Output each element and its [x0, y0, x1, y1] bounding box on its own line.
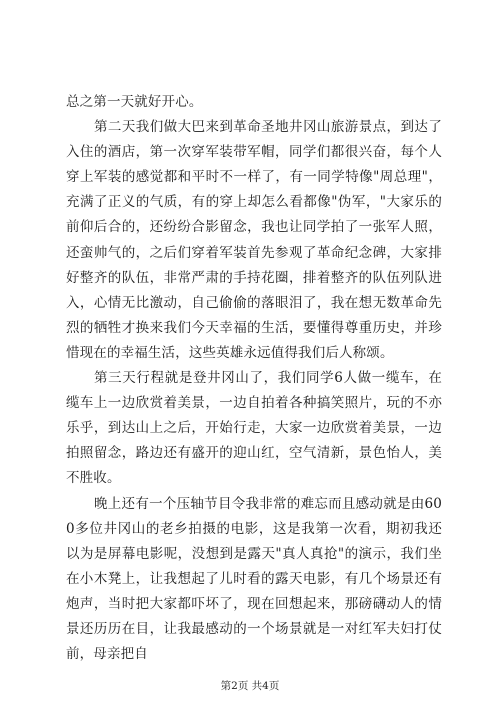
- paragraph-1: 总之第一天就好开心。: [66, 94, 203, 110]
- paragraph-3: 第三天行程就是登井冈山了，我们同学6人做一缆车，在缆车上一边欣赏着美景，一边自拍着各种搞笑照片，玩的不亦乐乎，到达山上之后，开始行走，大家一边欣赏着美景，一边拍照留念，路边还有盛开的迎山红，空气清新，景色怡人，美不胜收。: [66, 370, 442, 487]
- paragraph-4: 晚上还有一个压轴节目令我非常的难忘而且感动就是由600多位井冈山的老乡拍摄的电影，这是我第一次看，期初我还以为是屏幕电影呢，没想到是露天"真人真抢"的演示，我们坐在小木凳上，让我想起了儿时看的露天电影，有几个场景还有炮声，当时把大家都吓坏了，现在回想起来，那磅礴动人的情景还历历在目，让我最感动的一个场景就是一对红军夫妇打仗前，母亲把自: [66, 495, 442, 663]
- document-body: [66, 90, 442, 667]
- page-number-footer: 第2页 共4页: [220, 680, 280, 692]
- paragraph-2: 第二天我们做大巴来到革命圣地井冈山旅游景点，到达了入住的酒店，第一次穿军装带军帽，同学们都很兴奋，每个人穿上军装的感觉都和平时不一样了，有一同学特像"周总理"，充满了正义的气质，有的穿上却怎么看都像"伪军，"大家乐的前仰后合的，还纷纷合影留念，我也让同学拍了一张军人照，还蛮帅气的，之后们穿着军装首先参观了革命纪念碑，大家排好整齐的队伍，非常严肃的手持花圈，排着整齐的队伍列队进入，心情无比激动，自己偷偷的落眼泪了，我在想无数革命先烈的牺牲才换来我们今天幸福的生活，要懂得尊重历史，并珍惜现在的幸福生活，这些英雄永远值得我们后人称颂。: [66, 119, 442, 361]
